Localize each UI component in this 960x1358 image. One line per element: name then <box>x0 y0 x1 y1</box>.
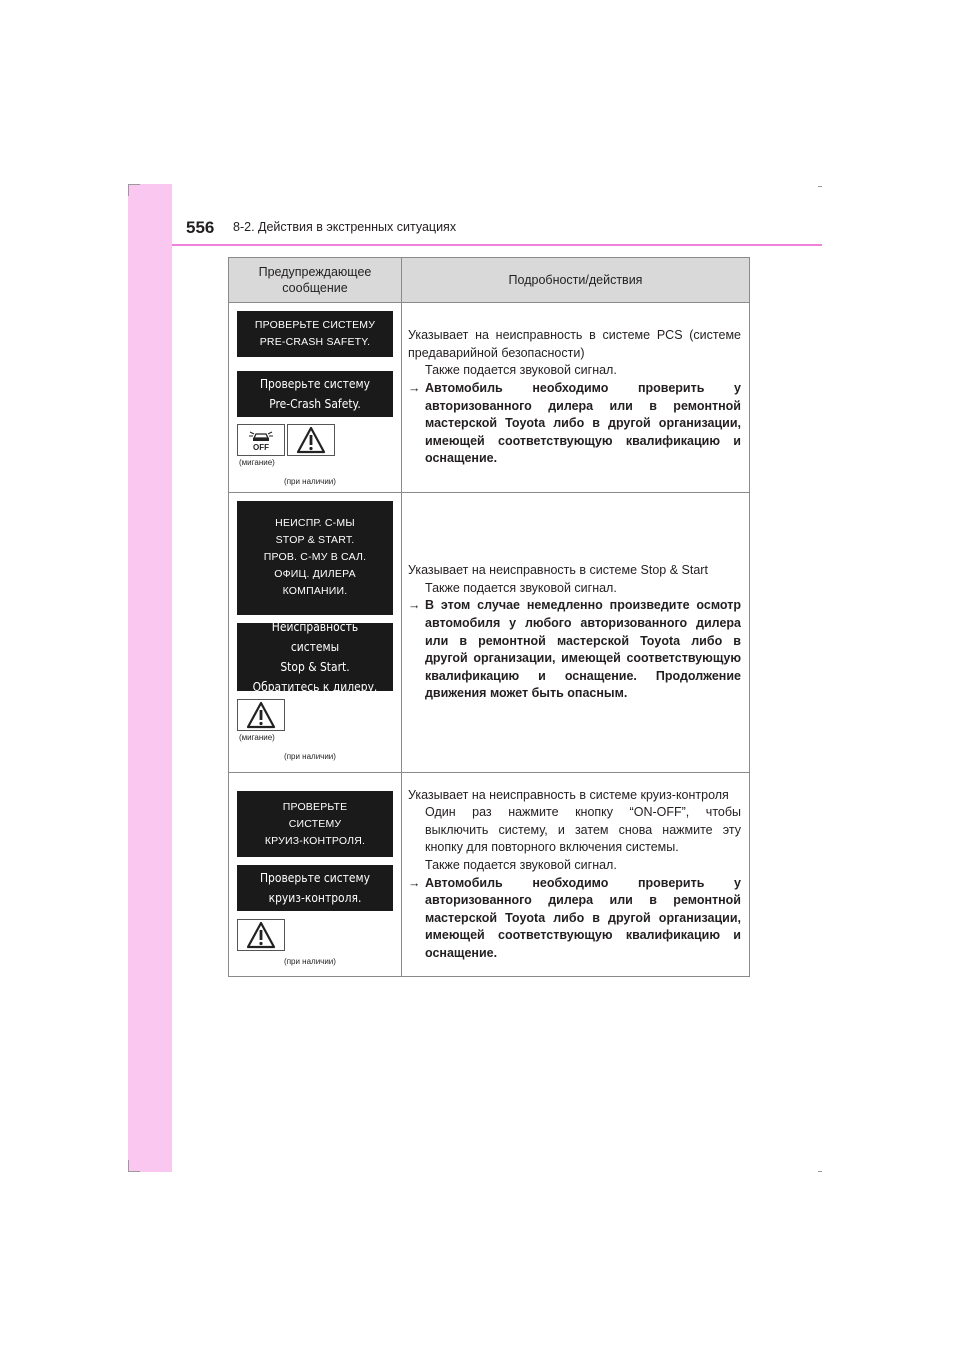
crop-mark <box>818 186 822 187</box>
header-message: Предупреждающее сообщение <box>229 258 402 303</box>
warning-triangle-icon <box>287 424 335 456</box>
action-item <box>408 875 741 963</box>
crop-mark <box>128 1171 140 1172</box>
table-row <box>229 493 750 773</box>
blinking-note: (мигание) <box>239 458 275 467</box>
warning-messages-table <box>228 257 750 977</box>
display-message-script: Проверьте систему круиз-контроля. <box>237 865 393 911</box>
header-rule <box>172 244 822 246</box>
message-cell <box>229 773 402 977</box>
action-item <box>408 380 741 468</box>
arrow-icon: → <box>408 875 421 890</box>
description-note: Один раз нажмите кнопку “ON-OFF”, чтобы выключить систему, и затем снова нажмите эту кнопку для повторного включения системы. <box>425 805 741 855</box>
action-item <box>408 597 741 703</box>
arrow-icon: → <box>408 598 421 613</box>
arrow-icon: → <box>408 380 421 395</box>
display-message-caps: ПРОВЕРЬТЕ СИСТЕМУ КРУИЗ-КОНТРОЛЯ. <box>237 791 393 857</box>
details-cell <box>402 303 750 493</box>
table-row <box>229 303 750 493</box>
crop-mark <box>818 1171 822 1172</box>
description-text: Указывает на неисправность в системе Stop & Start <box>408 563 708 578</box>
warning-triangle-icon <box>237 919 285 951</box>
availability-note: (при наличии) <box>284 477 336 486</box>
crop-mark <box>128 184 140 185</box>
description-note: Также подается звуковой сигнал. <box>425 857 617 872</box>
message-cell <box>229 303 402 493</box>
availability-note: (при наличии) <box>284 957 336 966</box>
action-text: Автомобиль необходимо проверить у авторизованного дилера или в ремонтной мастерской Toyota либо в другой организации, имеющей соответствующую квалификацию и оснащение. <box>425 380 741 466</box>
action-text: Автомобиль необходимо проверить у авторизованного дилера или в ремонтной мастерской Toyota либо в другой организации, имеющей соответствующую квалификацию и оснащение. <box>425 875 741 960</box>
description-note: Также подается звуковой сигнал. <box>425 580 617 595</box>
section-title: 8-2. Действия в экстренных ситуациях <box>233 220 457 234</box>
details-cell <box>402 773 750 977</box>
header-details: Подробности/действия <box>402 258 750 303</box>
availability-note: (при наличии) <box>284 751 336 761</box>
warning-triangle-icon <box>237 699 285 731</box>
description-text: Указывает на неисправность в системе круиз-контроля <box>408 787 729 802</box>
pcs-off-icon: OFF <box>237 424 285 456</box>
description-note: Также подается звуковой сигнал. <box>425 363 617 378</box>
page-number: 556 <box>186 218 215 237</box>
table-header-row <box>229 258 750 303</box>
message-cell <box>229 493 402 773</box>
table-row <box>229 773 750 977</box>
crop-mark <box>128 184 129 196</box>
display-message-caps: ПРОВЕРЬТЕ СИСТЕМУ PRE-CRASH SAFETY. <box>237 311 393 357</box>
details-cell <box>402 493 750 773</box>
display-message-caps: НЕИСПР. С-МЫ STOP & START. ПРОВ. С-МУ В САЛ. ОФИЦ. ДИЛЕРА КОМПАНИИ. <box>237 501 393 615</box>
blinking-note: (мигание) <box>239 732 275 742</box>
display-message-script: Проверьте систему Pre-Crash Safety. <box>237 371 393 417</box>
display-message-script: Неисправность системы Stop & Start. Обратитесь к дилеру. <box>237 623 393 691</box>
side-color-strip <box>128 184 172 1172</box>
action-text: В этом случае немедленно произведите осмотр автомобиля у любого авторизованного дилера или в ремонтной мастерской Toyota либо в другой организации, имеющей соответствующую квалификацию и оснащение. Продолжение движения может быть опасным. <box>425 598 741 701</box>
description-text: Указывает на неисправность в системе PCS (системе предаварийной безопасности) <box>408 328 741 360</box>
